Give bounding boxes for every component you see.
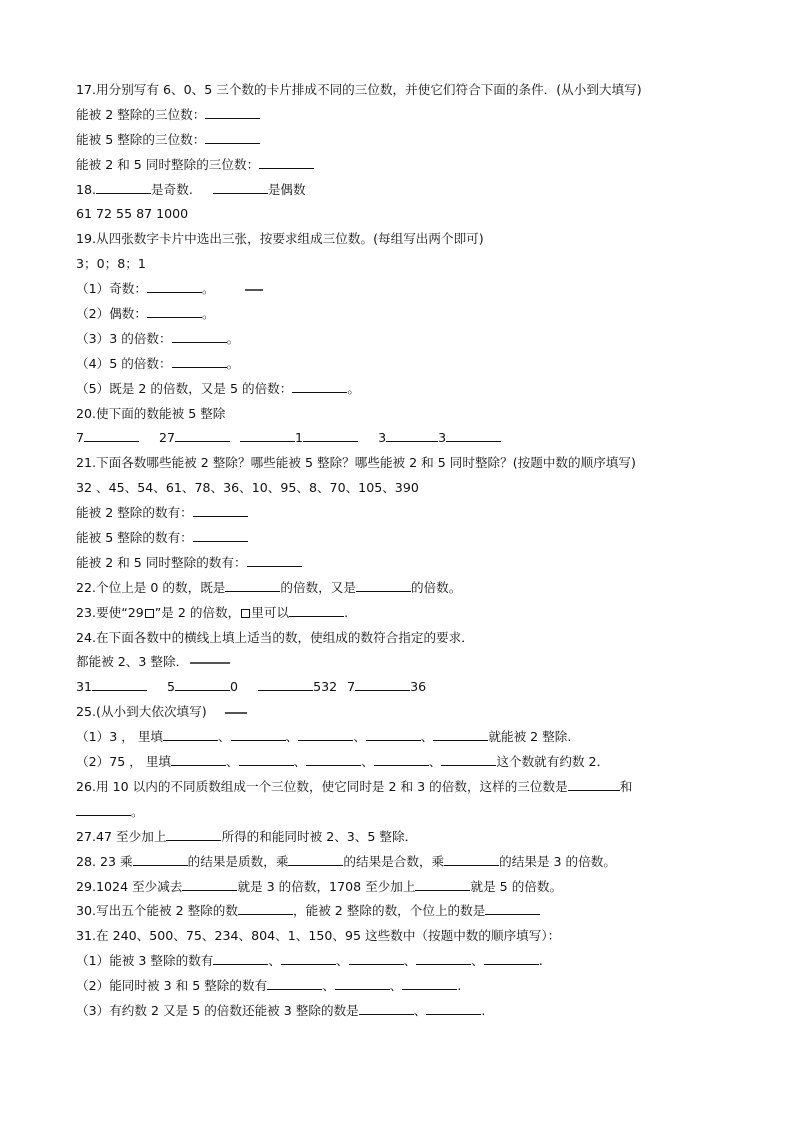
answer-blank[interactable] bbox=[193, 529, 248, 542]
answer-blank[interactable] bbox=[84, 429, 139, 442]
q21-a: 能被 2 整除的数有： bbox=[76, 501, 716, 526]
q26-line: 26.用 10 以内的不同质数组成一个三位数，使它同时是 2 和 3 的倍数，这样的三位数是 和 bbox=[76, 778, 633, 794]
q17-a: 能被 2 整除的三位数： bbox=[76, 103, 716, 128]
q28-line: 28. 23 乘 的结果是质数，乘 的结果是合数，乘 的结果是 3 的倍数。 bbox=[76, 853, 616, 869]
answer-blank[interactable] bbox=[568, 778, 620, 791]
answer-blank[interactable] bbox=[247, 554, 302, 567]
q26-cont: 。 bbox=[76, 800, 716, 825]
answer-blank[interactable] bbox=[289, 604, 344, 617]
answer-blank[interactable] bbox=[433, 728, 488, 741]
answer-blank[interactable] bbox=[386, 429, 438, 442]
answer-blank[interactable] bbox=[356, 579, 411, 592]
q30-line: 30.写出五个能被 2 整除的数 ，能被 2 整除的数，个位上的数是 bbox=[76, 899, 716, 924]
q18-numbers: 61 72 55 87 1000 bbox=[76, 206, 189, 222]
q24-items: 31 5 0 532 7 36 bbox=[76, 679, 427, 695]
q19-item-1: （1）奇数： 。 bbox=[76, 277, 716, 302]
answer-blank[interactable] bbox=[415, 878, 470, 891]
q19-cards: 3；0；8；1 bbox=[76, 256, 146, 272]
answer-blank[interactable] bbox=[240, 429, 295, 442]
scan-mark bbox=[225, 712, 247, 714]
answer-blank[interactable] bbox=[402, 977, 457, 990]
answer-blank[interactable] bbox=[175, 429, 230, 442]
answer-blank[interactable] bbox=[288, 853, 343, 866]
q21-c: 能被 2 和 5 同时整除的数有： bbox=[76, 551, 716, 576]
q31-title: 31.在 240、500、75、234、804、1、150、95 这些数中（按题中数的顺序填写）： bbox=[76, 928, 561, 944]
scan-mark bbox=[245, 289, 263, 291]
q25-title: 25.(从小到大依次填写) bbox=[76, 700, 716, 725]
answer-blank[interactable] bbox=[213, 952, 268, 965]
q31-item-3: （3）有约数 2 又是 5 的倍数还能被 3 整除的数是 、 . bbox=[76, 1002, 486, 1018]
answer-blank[interactable] bbox=[292, 380, 347, 393]
q19-item-4: （4）5 的倍数： 。 bbox=[76, 355, 240, 371]
q25-row-2: （2）75 ， 里填 、 、 、 、 这个数就有约数 2． bbox=[76, 754, 610, 770]
answer-blank[interactable] bbox=[239, 753, 294, 766]
square-box-icon bbox=[145, 609, 154, 618]
answer-blank[interactable] bbox=[163, 728, 218, 741]
answer-blank[interactable] bbox=[175, 678, 230, 691]
answer-blank[interactable] bbox=[171, 753, 226, 766]
answer-blank[interactable] bbox=[96, 181, 151, 194]
q24-sub: 都能被 2、3 整除． bbox=[76, 650, 716, 675]
answer-blank[interactable] bbox=[205, 106, 260, 119]
answer-blank[interactable] bbox=[484, 952, 539, 965]
answer-blank[interactable] bbox=[147, 305, 202, 318]
square-box-icon bbox=[241, 609, 250, 618]
q25-row-1: （1）3 ， 里填 、 、 、 、 就能被 2 整除. bbox=[76, 729, 572, 745]
answer-blank[interactable] bbox=[441, 753, 496, 766]
q23-line: 23.要使“29 ”是 2 的倍数， 里可以 . bbox=[76, 604, 349, 620]
answer-blank[interactable] bbox=[182, 878, 237, 891]
answer-blank[interactable] bbox=[259, 156, 314, 169]
q19-item-2: （2）偶数： 。 bbox=[76, 306, 215, 322]
answer-blank[interactable] bbox=[446, 429, 501, 442]
answer-blank[interactable] bbox=[281, 952, 336, 965]
answer-blank[interactable] bbox=[359, 1002, 414, 1015]
answer-blank[interactable] bbox=[374, 753, 429, 766]
answer-blank[interactable] bbox=[258, 678, 313, 691]
q17-c: 能被 2 和 5 同时整除的三位数： bbox=[76, 153, 716, 178]
answer-blank[interactable] bbox=[133, 853, 188, 866]
answer-blank[interactable] bbox=[335, 977, 390, 990]
q19-item-5: （5）既是 2 的倍数，又是 5 的倍数： 。 bbox=[76, 380, 360, 396]
answer-blank[interactable] bbox=[303, 429, 358, 442]
q18-line: 18. 是奇数. 是偶数 bbox=[76, 181, 306, 197]
q19-title: 19.从四张数字卡片中选出三张，按要求组成三位数。(每组写出两个即可) bbox=[76, 231, 484, 247]
answer-blank[interactable] bbox=[306, 753, 361, 766]
answer-blank[interactable] bbox=[267, 977, 322, 990]
q21-b: 能被 5 整除的数有： bbox=[76, 526, 716, 551]
q19-item-3: （3）3 的倍数： 。 bbox=[76, 330, 240, 346]
answer-blank[interactable] bbox=[172, 355, 227, 368]
answer-blank[interactable] bbox=[426, 1002, 481, 1015]
answer-blank[interactable] bbox=[166, 828, 221, 841]
q27-line: 27.47 至少加上 所得的和能同时被 2、3、5 整除． bbox=[76, 828, 418, 844]
q21-title: 21.下面各数哪些能被 2 整除？哪些能被 5 整除？哪些能被 2 和 5 同时整除？(按题中数的顺序填写) bbox=[76, 455, 636, 471]
scan-mark bbox=[190, 662, 230, 664]
answer-blank[interactable] bbox=[485, 902, 540, 915]
answer-blank[interactable] bbox=[231, 728, 286, 741]
q31-item-2: （2）能同时被 3 和 5 整除的数有 、 、 . bbox=[76, 978, 462, 994]
q20-title: 20.使下面的数能被 5 整除 bbox=[76, 405, 226, 421]
q31-item-1: （1）能被 3 整除的数有 、 、 、 、 . bbox=[76, 953, 543, 969]
answer-blank[interactable] bbox=[76, 803, 131, 816]
q22-line: 22.个位上是 0 的数，既是 的倍数，又是 的倍数。 bbox=[76, 579, 462, 595]
answer-blank[interactable] bbox=[92, 678, 147, 691]
answer-blank[interactable] bbox=[355, 678, 410, 691]
q21-numbers: 32 、45、54、61、78、36、10、95、8、70、105、390 bbox=[76, 480, 419, 496]
answer-blank[interactable] bbox=[225, 579, 280, 592]
q20-items: 7 27 1 3 3 bbox=[76, 426, 716, 451]
worksheet bbox=[76, 78, 716, 1024]
answer-blank[interactable] bbox=[205, 131, 260, 144]
answer-blank[interactable] bbox=[172, 330, 227, 343]
q17-b: 能被 5 整除的三位数： bbox=[76, 128, 716, 153]
answer-blank[interactable] bbox=[444, 853, 499, 866]
q24-title: 24.在下面各数中的横线上填上适当的数，使组成的数符合指定的要求． bbox=[76, 629, 474, 645]
answer-blank[interactable] bbox=[193, 504, 248, 517]
q17-title: 17.用分别写有 6、0、5 三个数的卡片排成不同的三位数，并使它们符合下面的条件．(从小到大填写) bbox=[76, 82, 642, 97]
q29-line: 29.1024 至少减去 就是 3 的倍数，1708 至少加上 就是 5 的倍数。 bbox=[76, 878, 563, 894]
answer-blank[interactable] bbox=[147, 280, 202, 293]
answer-blank[interactable] bbox=[298, 728, 353, 741]
answer-blank[interactable] bbox=[213, 181, 268, 194]
answer-blank[interactable] bbox=[349, 952, 404, 965]
answer-blank[interactable] bbox=[238, 902, 293, 915]
answer-blank[interactable] bbox=[366, 728, 421, 741]
answer-blank[interactable] bbox=[416, 952, 471, 965]
